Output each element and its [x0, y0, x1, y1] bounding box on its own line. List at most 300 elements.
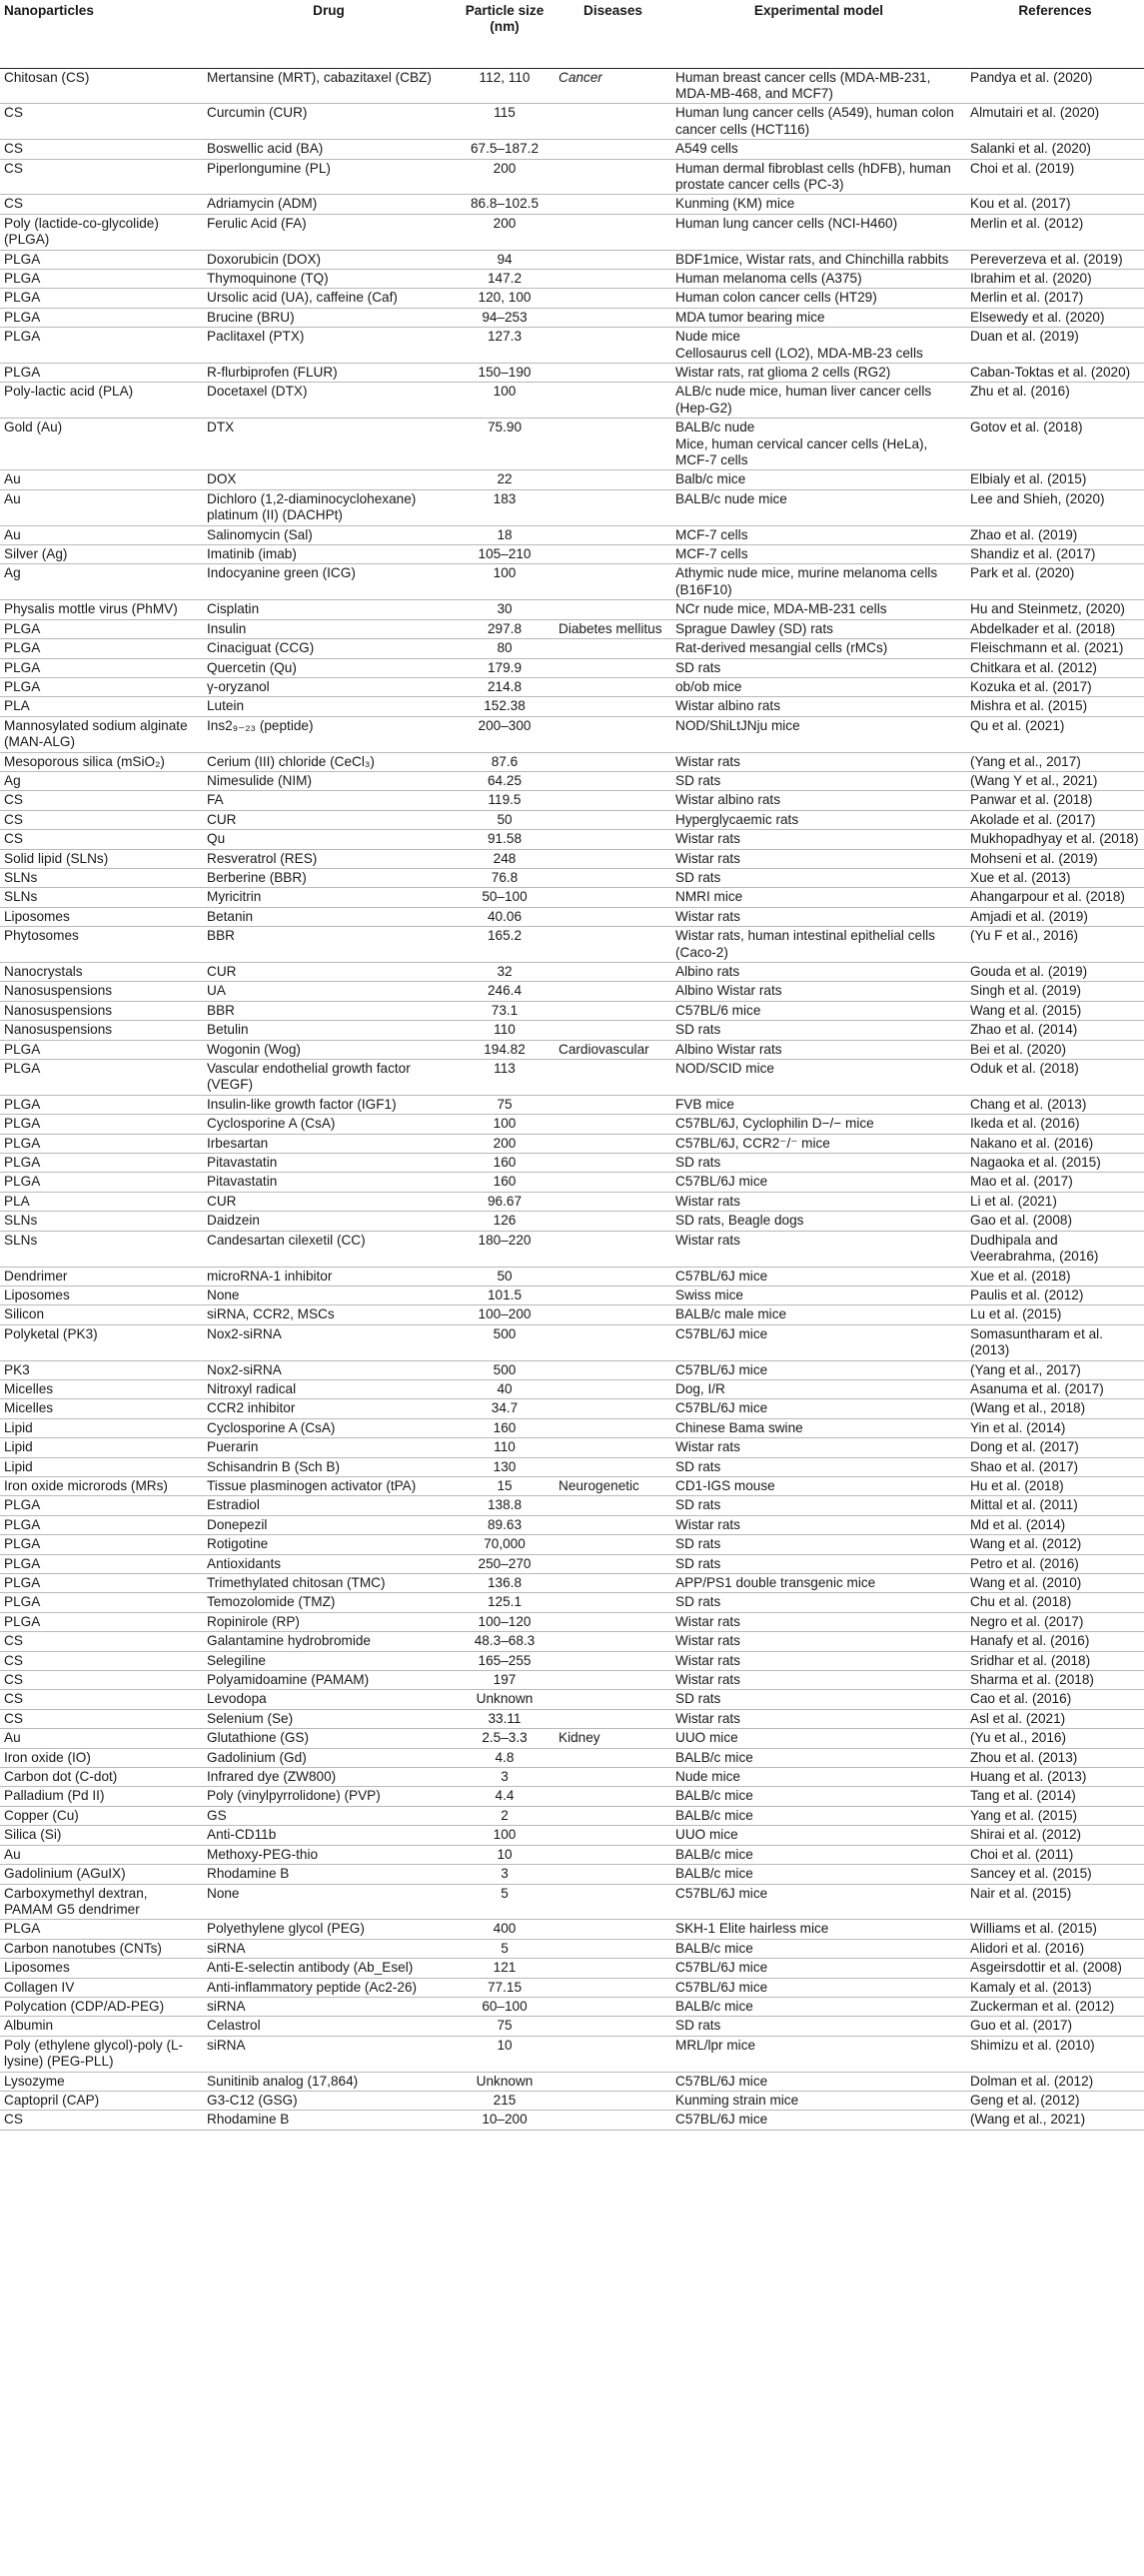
cell-experimental-model: Swiss mice [675, 1287, 743, 1302]
cell-experimental-model: C57BL/6J mice [675, 1325, 768, 1341]
cell-disease [555, 1593, 671, 1612]
cell-experimental-model: BALB/c mice [675, 1940, 753, 1956]
cell-drug: Cyclosporine A (CsA) [207, 1116, 336, 1132]
table-row [0, 1865, 1144, 1884]
cell-experimental-model: Athymic nude mice, murine melanoma cells (B16F10) [675, 565, 938, 597]
cell-experimental-model: MDA tumor bearing mice [675, 309, 825, 325]
cell-reference: Petro et al. (2016) [970, 1555, 1079, 1571]
cell-reference: Elbialy et al. (2015) [970, 471, 1087, 487]
cell-drug: Nox2-siRNA [207, 1361, 282, 1377]
cell-drug: Imatinib (imab) [207, 546, 297, 562]
table-row [0, 269, 1144, 288]
cell-disease [555, 328, 671, 364]
cell-disease [555, 1865, 671, 1884]
cell-particle-size: 75 [497, 2018, 513, 2034]
cell-particle-size: 40.06 [487, 908, 523, 924]
cell-drug: Insulin-like growth factor (IGF1) [207, 1096, 397, 1112]
cell-drug: Infrared dye (ZW800) [207, 1769, 337, 1785]
cell-disease [555, 1826, 671, 1845]
cell-particle-size: 32 [497, 964, 513, 979]
cell-drug: Daidzein [207, 1213, 260, 1229]
cell-nanoparticle: Nanosuspensions [4, 1002, 113, 1018]
cell-drug: microRNA-1 inhibitor [207, 1268, 333, 1284]
cell-reference: Alidori et al. (2016) [970, 1940, 1085, 1956]
cell-reference: Chu et al. (2018) [970, 1594, 1072, 1610]
cell-drug: CUR [207, 964, 237, 979]
cell-reference: Negro et al. (2017) [970, 1613, 1084, 1629]
cell-disease [555, 1690, 671, 1709]
cell-reference: Panwar et al. (2018) [970, 792, 1093, 808]
cell-reference: Mishra et al. (2015) [970, 698, 1088, 714]
table-row [0, 1959, 1144, 1978]
cell-disease [555, 1457, 671, 1476]
cell-experimental-model: SD rats [675, 1691, 721, 1707]
cell-reference: (Wang Y et al., 2021) [970, 772, 1098, 788]
cell-nanoparticle: Nanosuspensions [4, 1022, 113, 1038]
cell-experimental-model: Rat-derived mesangial cells (rMCs) [675, 640, 888, 656]
cell-reference: Oduk et al. (2018) [970, 1061, 1079, 1077]
cell-nanoparticle: PLGA [4, 1116, 41, 1132]
cell-particle-size: 34.7 [491, 1400, 519, 1416]
cell-nanoparticle: Ag [4, 772, 21, 788]
cell-reference: Almutairi et al. (2020) [970, 105, 1100, 121]
table-row [0, 1515, 1144, 1534]
cell-drug: DTX [207, 420, 235, 435]
cell-drug: Antioxidants [207, 1555, 282, 1571]
cell-reference: (Wang et al., 2021) [970, 2112, 1086, 2128]
cell-nanoparticle: PLGA [4, 251, 41, 267]
cell-disease [555, 1612, 671, 1631]
table-row [0, 289, 1144, 308]
cell-reference: (Yu F et al., 2016) [970, 928, 1079, 944]
cell-nanoparticle: CS [4, 105, 23, 121]
cell-experimental-model: MCF-7 cells [675, 546, 748, 562]
cell-experimental-model: BALB/c mice [675, 1807, 753, 1823]
cell-reference: Paulis et al. (2012) [970, 1287, 1084, 1302]
cell-reference: Akolade et al. (2017) [970, 811, 1096, 827]
cell-drug: Ferulic Acid (FA) [207, 215, 307, 231]
cell-drug: Betulin [207, 1022, 249, 1038]
cell-nanoparticle: PLGA [4, 1921, 41, 1937]
cell-reference: Merlin et al. (2012) [970, 215, 1084, 231]
cell-drug: Nimesulide (NIM) [207, 772, 312, 788]
cell-reference: Gotov et al. (2018) [970, 420, 1083, 435]
cell-drug: Anti-inflammatory peptide (Ac2-26) [207, 1979, 418, 1995]
cell-experimental-model: BALB/c mice [675, 1846, 753, 1862]
table-row [0, 1920, 1144, 1939]
cell-drug: CUR [207, 1193, 237, 1209]
cell-experimental-model: Wistar rats [675, 753, 740, 769]
table-header [0, 0, 1144, 68]
table-row [0, 1154, 1144, 1173]
cell-reference: Guo et al. (2017) [970, 2018, 1073, 2034]
cell-particle-size: Unknown [476, 2073, 534, 2089]
cell-disease [555, 1884, 671, 1920]
cell-experimental-model: NMRI mice [675, 889, 743, 905]
table-row [0, 1399, 1144, 1418]
table-row [0, 250, 1144, 269]
cell-reference: Ibrahim et al. (2020) [970, 270, 1092, 286]
cell-experimental-model: SD rats [675, 1155, 721, 1171]
cell-experimental-model: Wistar rats [675, 908, 740, 924]
cell-experimental-model: Wistar rats [675, 831, 740, 847]
cell-drug: Estradiol [207, 1497, 260, 1513]
cell-reference: Nakano et al. (2016) [970, 1135, 1094, 1151]
cell-nanoparticle: PLGA [4, 640, 41, 656]
cell-experimental-model: SKH-1 Elite hairless mice [675, 1921, 829, 1937]
cell-nanoparticle: Au [4, 1846, 21, 1862]
cell-experimental-model: Human colon cancer cells (HT29) [675, 290, 877, 306]
cell-experimental-model: Human lung cancer cells (NCI-H460) [675, 215, 898, 231]
cell-experimental-model: SD rats [675, 1536, 721, 1552]
cell-drug: Selenium (Se) [207, 1710, 294, 1726]
cell-disease [555, 1535, 671, 1554]
cell-reference: Dong et al. (2017) [970, 1439, 1079, 1455]
cell-nanoparticle: Poly (lactide-co-glycolide) (PLGA) [4, 215, 159, 248]
table-row [0, 1826, 1144, 1845]
cell-disease [555, 1021, 671, 1040]
cell-particle-size: 3 [501, 1866, 509, 1882]
cell-particle-size: 48.3–68.3 [474, 1633, 536, 1649]
cell-experimental-model: C57BL/6J mice [675, 1174, 768, 1190]
cell-particle-size: 4.8 [495, 1749, 515, 1765]
cell-experimental-model: Wistar rats [675, 1516, 740, 1532]
cell-particle-size: 400 [493, 1921, 517, 1937]
cell-experimental-model: C57BL/6J mice [675, 2073, 768, 2089]
cell-disease [555, 1709, 671, 1728]
table-row [0, 1134, 1144, 1153]
table-row [0, 140, 1144, 159]
cell-drug: Anti-E-selectin antibody (Ab_Esel) [207, 1960, 414, 1976]
cell-nanoparticle: PLGA [4, 1096, 41, 1112]
cell-reference: Wang et al. (2015) [970, 1002, 1082, 1018]
cell-particle-size: 70,000 [484, 1536, 526, 1552]
cell-particle-size: 87.6 [491, 753, 519, 769]
cell-particle-size: 126 [493, 1213, 517, 1229]
cell-disease [555, 364, 671, 383]
table-row [0, 907, 1144, 926]
cell-nanoparticle: CS [4, 1710, 23, 1726]
cell-experimental-model: Albino Wistar rats [675, 1041, 782, 1057]
cell-particle-size: 500 [493, 1361, 517, 1377]
header-references: References [966, 0, 1144, 68]
cell-disease [555, 2072, 671, 2091]
cell-disease: Neurogenetic [559, 1477, 639, 1493]
cell-disease [555, 982, 671, 1001]
table-row [0, 1787, 1144, 1806]
cell-drug: Doxorubicin (DOX) [207, 251, 322, 267]
cell-disease [555, 600, 671, 619]
cell-particle-size: 160 [493, 1419, 517, 1435]
cell-drug: Trimethylated chitosan (TMC) [207, 1575, 386, 1590]
cell-nanoparticle: Silicon [4, 1306, 45, 1322]
cell-drug: Thymoquinone (TQ) [207, 270, 329, 286]
cell-experimental-model: CD1-IGS mouse [675, 1477, 775, 1493]
cell-particle-size: 110 [494, 1439, 516, 1455]
cell-particle-size: 67.5–187.2 [470, 141, 540, 157]
table-row [0, 470, 1144, 489]
cell-nanoparticle: Solid lipid (SLNs) [4, 850, 109, 866]
cell-drug: Cinaciguat (CCG) [207, 640, 315, 656]
cell-disease [555, 963, 671, 982]
cell-drug: Candesartan cilexetil (CC) [207, 1232, 366, 1248]
cell-reference: Mohseni et al. (2019) [970, 850, 1098, 866]
cell-particle-size: 100–200 [478, 1306, 532, 1322]
cell-reference: Sharma et al. (2018) [970, 1672, 1094, 1688]
cell-experimental-model: Wistar rats, rat glioma 2 cells (RG2) [675, 365, 891, 380]
cell-experimental-model: Nude mice [675, 1769, 740, 1785]
cell-experimental-model: NOD/SCID mice [675, 1061, 774, 1077]
cell-reference: Lee and Shieh, (2020) [970, 490, 1105, 506]
cell-nanoparticle: Poly (ethylene glycol)-poly (L-lysine) (PEG-PLL) [4, 2037, 184, 2070]
cell-disease [555, 214, 671, 250]
header-drug: Drug [203, 0, 455, 68]
cell-nanoparticle: PLGA [4, 1155, 41, 1171]
cell-nanoparticle: Polyketal (PK3) [4, 1325, 98, 1341]
cell-drug: Nitroxyl radical [207, 1380, 297, 1396]
cell-disease [555, 2036, 671, 2072]
cell-particle-size: 76.8 [491, 869, 519, 885]
table-row [0, 419, 1144, 470]
cell-drug: Anti-CD11b [207, 1827, 277, 1843]
cell-reference: Duan et al. (2019) [970, 329, 1079, 345]
cell-drug: Rhodamine B [207, 2112, 290, 2128]
cell-drug: Vascular endothelial growth factor (VEGF) [207, 1061, 411, 1093]
table-row [0, 104, 1144, 140]
cell-drug: CCR2 inhibitor [207, 1400, 296, 1416]
cell-nanoparticle: PLGA [4, 1536, 41, 1552]
cell-disease [555, 868, 671, 887]
cell-experimental-model: Sprague Dawley (SD) rats [675, 620, 833, 636]
cell-reference: Choi et al. (2019) [970, 160, 1075, 176]
cell-disease [555, 2111, 671, 2130]
cell-reference: Asl et al. (2021) [970, 1710, 1066, 1726]
cell-nanoparticle: Physalis mottle virus (PhMV) [4, 601, 178, 617]
table-body [0, 68, 1144, 2130]
cell-reference: Xue et al. (2018) [970, 1268, 1071, 1284]
cell-drug: Lutein [207, 698, 245, 714]
header-row [0, 0, 1144, 68]
cell-nanoparticle: CS [4, 141, 23, 157]
cell-nanoparticle: Silver (Ag) [4, 546, 68, 562]
cell-disease [555, 1554, 671, 1573]
table-row [0, 600, 1144, 619]
cell-nanoparticle: PLGA [4, 365, 41, 380]
table-row [0, 1690, 1144, 1709]
cell-particle-size: 120, 100 [478, 290, 532, 306]
cell-disease [555, 1651, 671, 1670]
cell-reference: Abdelkader et al. (2018) [970, 620, 1116, 636]
cell-particle-size: 115 [494, 105, 516, 121]
cell-reference: Yang et al. (2015) [970, 1807, 1078, 1823]
cell-disease [555, 1997, 671, 2016]
cell-particle-size: 165.2 [487, 928, 523, 944]
cell-reference: Zuckerman et al. (2012) [970, 1998, 1115, 2014]
table-row [0, 1192, 1144, 1211]
cell-particle-size: 297.8 [487, 620, 523, 636]
cell-nanoparticle: Palladium (Pd II) [4, 1788, 105, 1804]
cell-reference: Tang et al. (2014) [970, 1788, 1076, 1804]
table-row [0, 927, 1144, 963]
cell-particle-size: 121 [493, 1960, 517, 1976]
cell-reference: Salanki et al. (2020) [970, 141, 1091, 157]
cell-nanoparticle: CS [4, 1633, 23, 1649]
cell-particle-size: 4.4 [495, 1788, 515, 1804]
cell-nanoparticle: PLGA [4, 270, 41, 286]
cell-disease [555, 1212, 671, 1231]
cell-experimental-model: C57BL/6 mice [675, 1002, 761, 1018]
cell-particle-size: 200–300 [478, 717, 532, 733]
cell-disease [555, 1632, 671, 1651]
cell-reference: Zhu et al. (2016) [970, 384, 1070, 400]
table-row [0, 1305, 1144, 1324]
cell-drug: siRNA [207, 1940, 246, 1956]
table-row [0, 2036, 1144, 2072]
cell-experimental-model: C57BL/6J mice [675, 1885, 768, 1901]
cell-nanoparticle: Gadolinium (AGuIX) [4, 1866, 126, 1882]
cell-particle-size: 147.2 [487, 270, 523, 286]
cell-experimental-model: SD rats [675, 1555, 721, 1571]
cell-reference: Gouda et al. (2019) [970, 964, 1088, 979]
cell-nanoparticle: Gold (Au) [4, 420, 63, 435]
cell-experimental-model: NCr nude mice, MDA-MB-231 cells [675, 601, 887, 617]
table-row [0, 2017, 1144, 2036]
table-row [0, 1324, 1144, 1360]
cell-nanoparticle: Liposomes [4, 908, 70, 924]
cell-reference: Mittal et al. (2011) [970, 1497, 1078, 1513]
cell-experimental-model: UUO mice [675, 1730, 738, 1746]
cell-reference: Asgeirsdottir et al. (2008) [970, 1960, 1122, 1976]
cell-nanoparticle: PLGA [4, 309, 41, 325]
cell-experimental-model: Human dermal fibroblast cells (hDFB), human prostate cancer cells (PC-3) [675, 160, 951, 192]
cell-nanoparticle: Liposomes [4, 1287, 70, 1302]
cell-nanoparticle: PLGA [4, 659, 41, 675]
cell-nanoparticle: Carboxymethyl dextran, PAMAM G5 dendrimer [4, 1885, 148, 1917]
cell-experimental-model: Hyperglycaemic rats [675, 811, 799, 827]
cell-nanoparticle: CS [4, 1652, 23, 1668]
cell-nanoparticle: Micelles [4, 1380, 54, 1396]
cell-particle-size: 64.25 [487, 772, 523, 788]
cell-disease [555, 1360, 671, 1379]
table-row [0, 619, 1144, 638]
cell-reference: Ikeda et al. (2016) [970, 1116, 1080, 1132]
cell-reference: (Yang et al., 2017) [970, 753, 1081, 769]
cell-drug: Resveratrol (RES) [207, 850, 318, 866]
cell-nanoparticle: Polycation (CDP/AD-PEG) [4, 1998, 165, 2014]
table-row [0, 525, 1144, 544]
table-row [0, 1060, 1144, 1096]
cell-particle-size: 215 [493, 2092, 517, 2108]
cell-drug: Puerarin [207, 1439, 259, 1455]
cell-nanoparticle: CS [4, 196, 23, 212]
cell-nanoparticle: CS [4, 160, 23, 176]
cell-disease [555, 752, 671, 771]
cell-experimental-model: SD rats [675, 1497, 721, 1513]
cell-drug: Selegiline [207, 1652, 266, 1668]
table-row [0, 2091, 1144, 2110]
cell-particle-size: 110 [494, 1022, 516, 1038]
cell-disease [555, 1768, 671, 1787]
cell-reference: Lu et al. (2015) [970, 1306, 1062, 1322]
cell-disease [555, 564, 671, 600]
cell-nanoparticle: PLGA [4, 329, 41, 345]
cell-nanoparticle: Phytosomes [4, 928, 79, 944]
cell-experimental-model: FVB mice [675, 1096, 734, 1112]
cell-disease [555, 1959, 671, 1978]
cell-experimental-model: C57BL/6J mice [675, 1960, 768, 1976]
table-row [0, 68, 1144, 104]
cell-nanoparticle: PLGA [4, 1555, 41, 1571]
cell-disease [555, 470, 671, 489]
cell-reference: Kamaly et al. (2013) [970, 1979, 1092, 1995]
cell-drug: DOX [207, 471, 237, 487]
cell-nanoparticle: PLGA [4, 1516, 41, 1532]
cell-drug: Rhodamine B [207, 1866, 290, 1882]
cell-drug: Irbesartan [207, 1135, 269, 1151]
cell-drug: CUR [207, 811, 237, 827]
cell-drug: Paclitaxel (PTX) [207, 329, 305, 345]
table-row [0, 308, 1144, 327]
cell-particle-size: 179.9 [487, 659, 523, 675]
table-row [0, 658, 1144, 677]
cell-drug: Rotigotine [207, 1536, 269, 1552]
cell-nanoparticle: SLNs [4, 889, 38, 905]
cell-particle-size: 3 [501, 1769, 509, 1785]
table-row [0, 1212, 1144, 1231]
cell-particle-size: 150–190 [478, 365, 532, 380]
cell-reference: Zhao et al. (2014) [970, 1022, 1078, 1038]
cell-particle-size: 80 [497, 640, 513, 656]
cell-disease [555, 1060, 671, 1096]
cell-particle-size: 77.15 [487, 1979, 523, 1995]
cell-disease [555, 1286, 671, 1304]
cell-drug: Salinomycin (Sal) [207, 526, 313, 542]
cell-reference: (Yu et al., 2016) [970, 1730, 1066, 1746]
cell-particle-size: 105–210 [478, 546, 532, 562]
cell-particle-size: 130 [493, 1458, 517, 1474]
table-row [0, 1267, 1144, 1286]
cell-disease [555, 2017, 671, 2036]
cell-disease [555, 1154, 671, 1173]
cell-nanoparticle: Au [4, 1730, 21, 1746]
cell-experimental-model: Wistar albino rats [675, 698, 781, 714]
cell-particle-size: 60–100 [482, 1998, 528, 2014]
cell-experimental-model: Wistar albino rats [675, 792, 781, 808]
cell-experimental-model: BALB/c mice [675, 1788, 753, 1804]
cell-particle-size: 180–220 [478, 1232, 532, 1248]
cell-experimental-model: SD rats, Beagle dogs [675, 1213, 804, 1229]
table-row [0, 2111, 1144, 2130]
cell-reference: Xue et al. (2013) [970, 869, 1071, 885]
cell-disease [555, 2091, 671, 2110]
cell-particle-size: 112, 110 [479, 69, 531, 85]
table-row [0, 1632, 1144, 1651]
cell-particle-size: 100–120 [478, 1613, 532, 1629]
cell-disease [555, 1845, 671, 1864]
table-row [0, 1001, 1144, 1020]
cell-nanoparticle: Micelles [4, 1400, 54, 1416]
cell-drug: Wogonin (Wog) [207, 1041, 301, 1057]
cell-experimental-model: Human breast cancer cells (MDA-MB-231, MDA-MB-468, and MCF7) [675, 69, 931, 101]
cell-particle-size: 250–270 [478, 1555, 532, 1571]
cell-experimental-model: SD rats [675, 869, 721, 885]
cell-reference: Nagaoka et al. (2015) [970, 1155, 1101, 1171]
table-row [0, 1040, 1144, 1059]
cell-nanoparticle: PLA [4, 1193, 30, 1209]
cell-experimental-model: C57BL/6J, CCR2⁻/⁻ mice [675, 1135, 830, 1151]
cell-disease [555, 195, 671, 214]
cell-reference: Shimizu et al. (2010) [970, 2037, 1095, 2053]
